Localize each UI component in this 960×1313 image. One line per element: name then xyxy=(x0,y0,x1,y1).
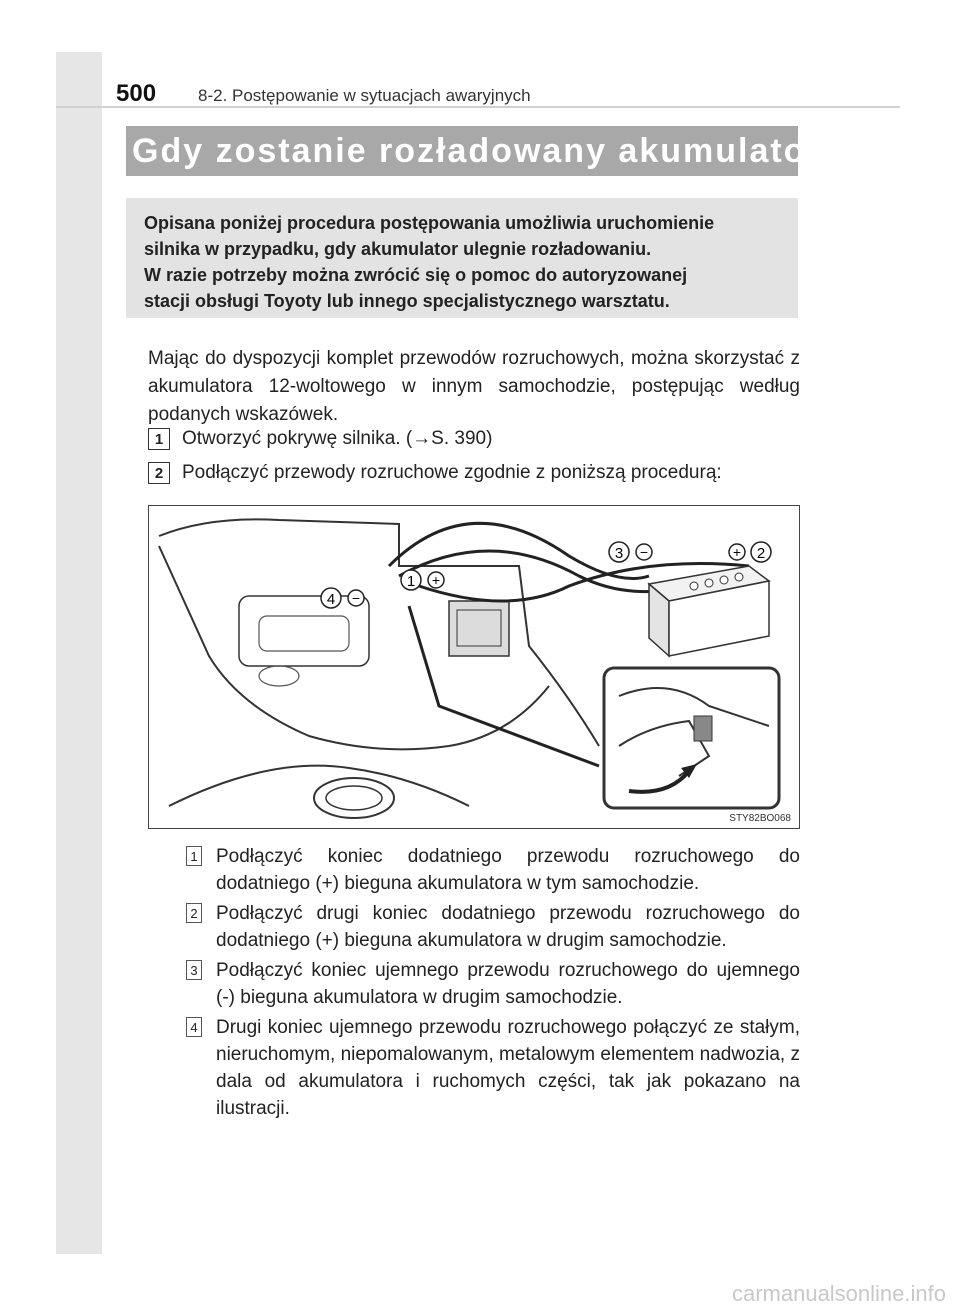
side-band xyxy=(56,52,102,1254)
sub-step-text: Drugi koniec ujemnego przewodu rozruchowego połączyć ze stałym, nieruchomym, niepomalowanym, metalowym elementem nadwozia, z dala od akumulatora i ruchomych części, tak jak pokazano na ilustracji. xyxy=(216,1017,800,1119)
page-number: 500 xyxy=(116,80,157,107)
callout-3: 3 xyxy=(614,545,624,562)
intro-box xyxy=(126,198,798,318)
plus-sign: + xyxy=(431,572,441,588)
step-text: Otworzyć pokrywę silnika. (→S. 390) xyxy=(182,428,493,449)
engine-bay-drawing xyxy=(149,506,799,828)
intro-line: W razie potrzeby można zwrócić się o pomoc do autoryzowanej xyxy=(144,265,688,285)
body-paragraph: Mając do dyspozycji komplet przewodów rozruchowych, można skorzystać z akumulatora 12-woltowego w innym samochodzie, postępując według podanych wskazówek. xyxy=(148,348,800,425)
sub-step-number: 1 xyxy=(186,846,202,866)
sub-step-text: Podłączyć koniec dodatniego przewodu rozruchowego do dodatniego (+) bieguna akumulatora w tym samochodzie. xyxy=(216,846,800,894)
figure-code: STY82BO068 xyxy=(729,813,791,824)
callout-4: 4 xyxy=(326,591,336,608)
step-number-box: 2 xyxy=(148,462,170,484)
plus-sign: + xyxy=(732,544,742,560)
sub-step-3 xyxy=(186,957,800,1011)
sub-step-text: Podłączyć drugi koniec dodatniego przewodu rozruchowego do dodatniego (+) bieguna akumulatora w drugim samochodzie. xyxy=(216,903,800,951)
minus-sign: − xyxy=(639,544,649,560)
section-title: 8-2. Postępowanie w sytuacjach awaryjnych xyxy=(198,86,531,105)
sub-step-text: Podłączyć koniec ujemnego przewodu rozruchowego do ujemnego (-) bieguna akumulatora w drugim samochodzie. xyxy=(216,960,800,1008)
step-text: Podłączyć przewody rozruchowe zgodnie z poniższą procedurą: xyxy=(182,462,722,483)
sub-step-4 xyxy=(186,1014,800,1122)
header-rule xyxy=(56,106,900,108)
minus-sign: − xyxy=(351,590,361,606)
jump-start-illustration xyxy=(148,505,800,829)
sub-step-number: 2 xyxy=(186,903,202,923)
callout-1: 1 xyxy=(406,573,416,590)
step-number-box: 1 xyxy=(148,428,170,450)
step-1 xyxy=(148,428,492,450)
intro-line: silnika w przypadku, gdy akumulator ulegnie rozładowaniu. xyxy=(144,239,652,259)
sub-step-2 xyxy=(186,900,800,954)
page-title: Gdy zostanie rozładowany akumulator xyxy=(132,131,822,170)
intro-line: Opisana poniżej procedura postępowania umożliwia uruchomienie xyxy=(144,213,715,233)
step-2 xyxy=(148,462,722,484)
watermark: carmanualsonline.info xyxy=(731,1281,946,1306)
title-bar xyxy=(126,126,822,176)
sub-step-number: 3 xyxy=(186,960,202,980)
sub-step-number: 4 xyxy=(186,1017,202,1037)
sub-step-1 xyxy=(186,843,800,897)
intro-line: stacji obsługi Toyoty lub innego specjalistycznego warsztatu. xyxy=(144,291,670,311)
callout-2: 2 xyxy=(756,545,766,562)
